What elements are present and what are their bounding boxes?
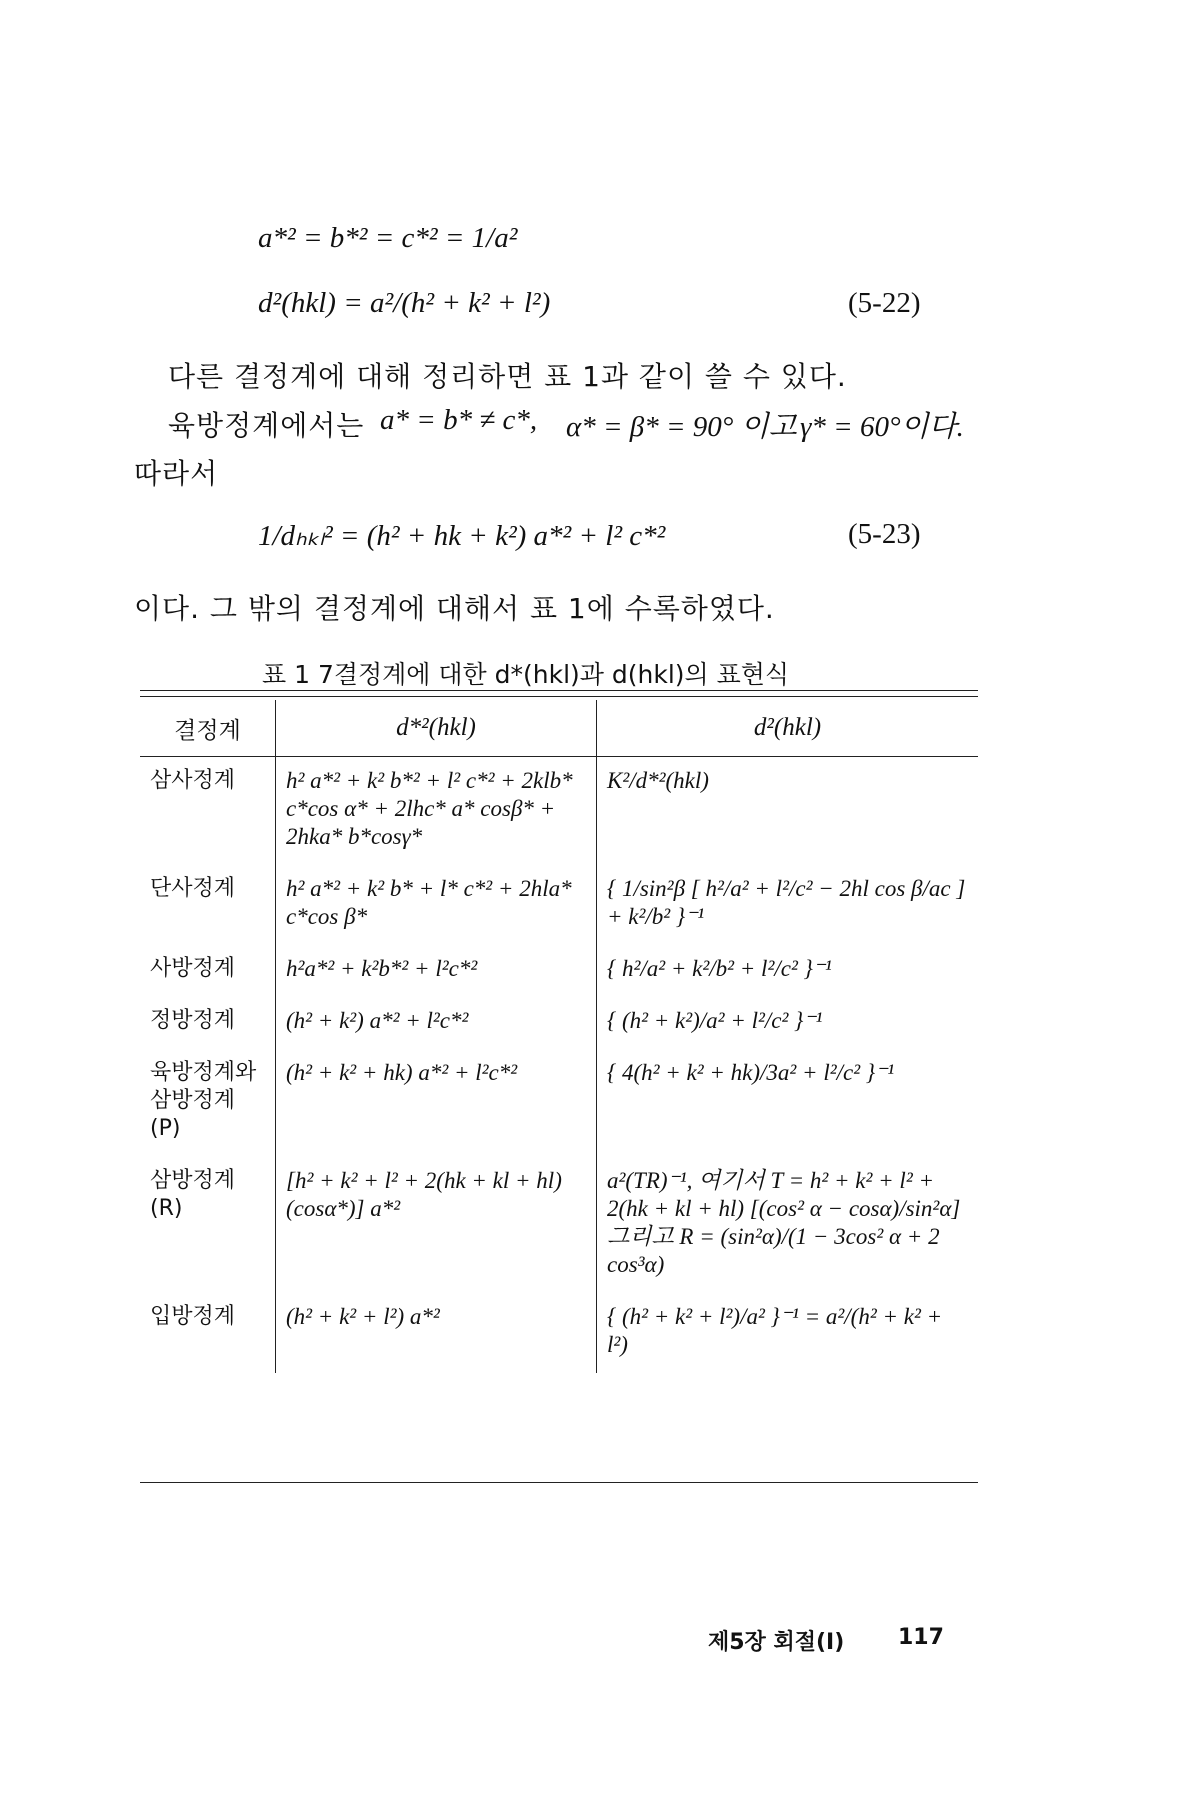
row-d-formula: { 4(h² + k² + hk)/3a² + l²/c² }⁻¹ [607,1060,895,1085]
equation-number-5-23: (5-23) [848,518,921,550]
row-system: 사방정계 [140,945,276,997]
row-system: 육방정계와 삼방정계 (P) [140,1049,276,1157]
row-dstar-formula: h² a*² + k² b* + l* c*² + 2hla* c*cos β* [276,865,597,945]
row-dstar-formula: (h² + k² + hk) a*² + l²c*² [276,1049,597,1157]
row-dstar-formula: h² a*² + k² b*² + l² c*² + 2klb* c*cos α* + 2lhc* a* cosβ* + 2hka* b*cosγ* [276,757,597,866]
table-row [140,945,978,997]
table-top-rule-inner [140,696,978,697]
equation-number-5-22: (5-22) [848,287,921,319]
row-system: 삼방정계 (R) [140,1157,276,1293]
paragraph-line-2b: a* = b* ≠ c*, [380,404,538,436]
table-row [140,865,978,945]
equation-d-spacing-cubic: d²(hkl) = a²/(h² + k² + l²) [258,287,551,319]
row-dstar-formula: h²a*² + k²b*² + l²c*² [276,945,597,997]
row-dstar-formula: (h² + k²) a*² + l²c*² [276,997,597,1049]
header-d-spacing: d²(hkl) [597,700,979,757]
row-system: 정방정계 [140,997,276,1049]
table-row [140,1157,978,1293]
table-caption: 표 1 7결정계에 대한 d*(hkl)과 d(hkl)의 표현식 [262,660,790,689]
paragraph-line-2d: γ* = 60°이다. [800,411,964,443]
table-row [140,1293,978,1373]
table-top-rule [140,690,978,691]
row-d-formula: { h²/a² + k²/b² + l²/c² }⁻¹ [607,956,832,981]
row-dstar-formula: [h² + k² + l² + 2(hk + kl + hl) (cosα*)] a*² [276,1157,597,1293]
row-d-formula: { 1/sin²β [ h²/a² + l²/c² − 2hl cos β/ac ] + k²/b² }⁻¹ [607,876,966,929]
crystal-system-table [140,700,978,1373]
table-bottom-rule [140,1482,978,1483]
table-row [140,1049,978,1157]
page-number: 117 [898,1625,944,1650]
paragraph-line-2a: 육방정계에서는 [168,409,365,442]
row-system: 삼사정계 [140,757,276,866]
paragraph-line-1: 다른 결정계에 대해 정리하면 표 1과 같이 쓸 수 있다. [168,360,847,393]
paragraph-line-3: 따라서 [134,457,219,490]
header-reciprocal-d: d*²(hkl) [276,700,597,757]
equation-hexagonal: 1/dₕₖₗ² = (h² + hk + k²) a*² + l² c*² [258,520,666,552]
paragraph-line-2c: α* = β* = 90° 이고 [566,411,797,443]
equation-reciprocal-cubic: a*² = b*² = c*² = 1/a² [258,222,518,254]
running-footer-chapter: 제5장 회절(I) [708,1630,845,1655]
row-d-formula: a²(TR)⁻¹, 여기서 T = h² + k² + l² + 2(hk + kl + hl) [(cos² α − cosα)/sin²α] 그리고 R = (sin²α)/(1 − 3cos² α + 2 cos³α) [607,1168,961,1277]
table-header-row [140,700,978,757]
row-d-formula: { (h² + k² + l²)/a² }⁻¹ = a²/(h² + k² + l²) [607,1304,943,1357]
paragraph-line-4: 이다. 그 밖의 결정계에 대해서 표 1에 수록하였다. [134,592,775,625]
row-system: 단사정계 [140,865,276,945]
table-row [140,997,978,1049]
row-d-formula: { (h² + k²)/a² + l²/c² }⁻¹ [607,1008,823,1033]
row-system: 입방정계 [140,1293,276,1373]
header-crystal-system: 결정계 [140,700,276,757]
row-dstar-formula: (h² + k² + l²) a*² [276,1293,597,1373]
row-d-formula: K²/d*²(hkl) [607,768,709,793]
table-row [140,757,978,866]
